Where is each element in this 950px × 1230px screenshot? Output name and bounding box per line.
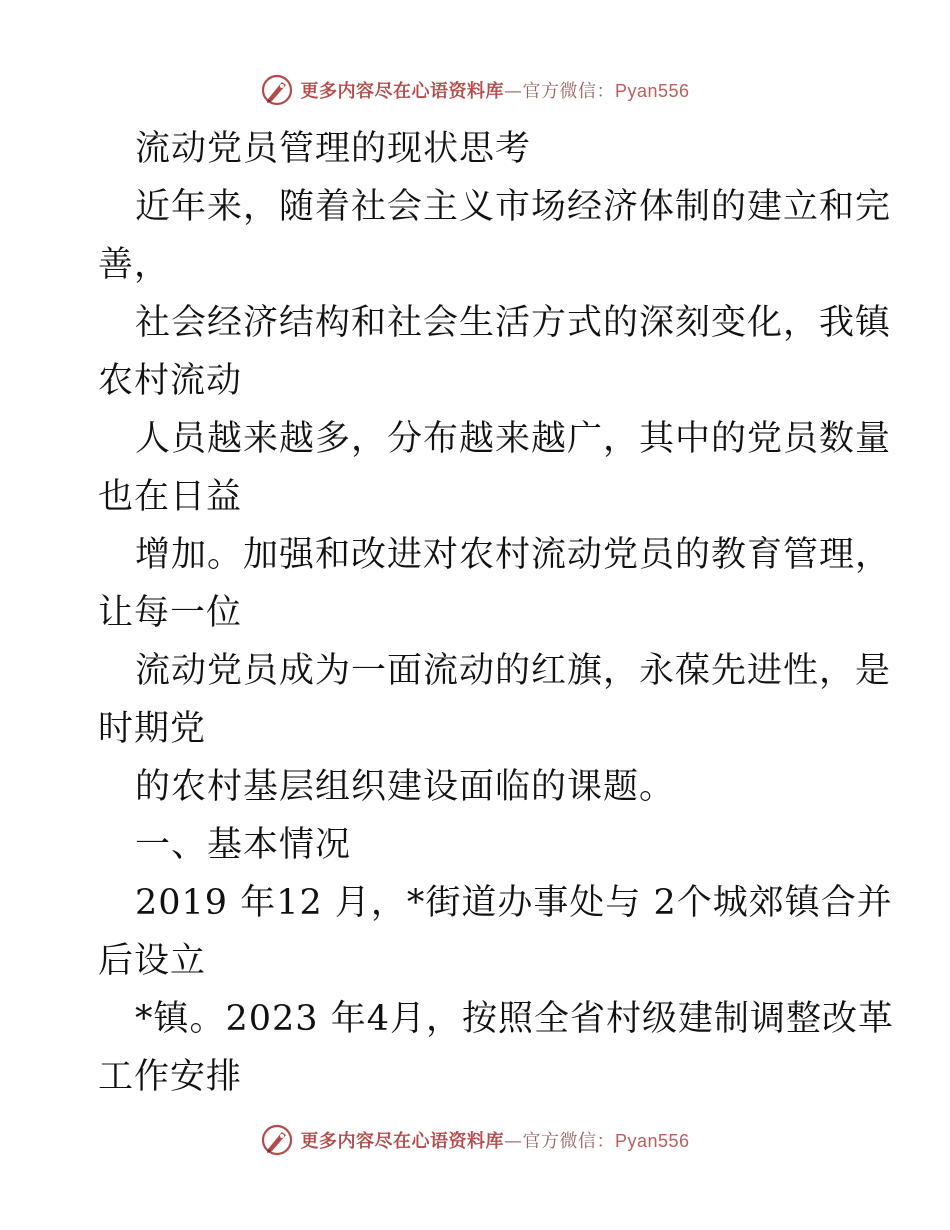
paragraph-line: 时期党 xyxy=(98,709,207,749)
footer-banner-text xyxy=(300,1127,689,1153)
document-body xyxy=(98,120,894,1106)
section-heading: 一、基本情况 xyxy=(135,825,352,865)
paragraph-line: 让每一位 xyxy=(98,593,243,633)
document-title: 流动党员管理的现状思考 xyxy=(135,129,532,169)
header-dash: — xyxy=(503,81,523,102)
paragraph-line: 2019 年12 月，*街道办事处与 2个城郊镇合并 xyxy=(135,883,893,923)
paragraph-line: 近年来，随着社会主义市场经济体制的建立和完 xyxy=(135,187,892,227)
paragraph-line: 人员越来越多，分布越来越广，其中的党员数量 xyxy=(135,419,892,459)
pen-logo-icon xyxy=(260,1123,294,1157)
footer-dash: — xyxy=(503,1131,523,1152)
header-banner-text xyxy=(300,77,689,103)
footer-brand-text: 更多内容尽在心语资料库 xyxy=(300,1131,504,1152)
paragraph-line: 农村流动 xyxy=(98,361,243,401)
paragraph-line: 的农村基层组织建设面临的课题。 xyxy=(135,767,676,807)
pen-logo-icon xyxy=(260,73,294,107)
paragraph-line: 流动党员成为一面流动的红旗，永葆先进性，是 xyxy=(135,651,892,691)
paragraph-line: 善， xyxy=(98,245,171,285)
header-banner-inner xyxy=(260,73,689,107)
header-banner xyxy=(0,70,950,110)
footer-banner-inner xyxy=(260,1123,689,1157)
paragraph-line: 增加。加强和改进对农村流动党员的教育管理， xyxy=(135,535,892,575)
header-wechat-label: 官方微信： xyxy=(522,81,615,102)
footer-banner xyxy=(0,1120,950,1160)
paragraph-line: 社会经济结构和社会生活方式的深刻变化，我镇 xyxy=(135,303,892,343)
header-brand-text: 更多内容尽在心语资料库 xyxy=(300,81,504,102)
paragraph-line: 工作安排 xyxy=(98,1057,243,1097)
paragraph-line: 后设立 xyxy=(98,941,207,981)
paragraph-line: *镇。2023 年4月，按照全省村级建制调整改革 xyxy=(135,999,894,1039)
footer-wechat-label: 官方微信： xyxy=(522,1131,615,1152)
paragraph-line: 也在日益 xyxy=(98,477,243,517)
header-wechat-id: Pyan556 xyxy=(614,81,690,101)
footer-wechat-id: Pyan556 xyxy=(614,1131,690,1151)
